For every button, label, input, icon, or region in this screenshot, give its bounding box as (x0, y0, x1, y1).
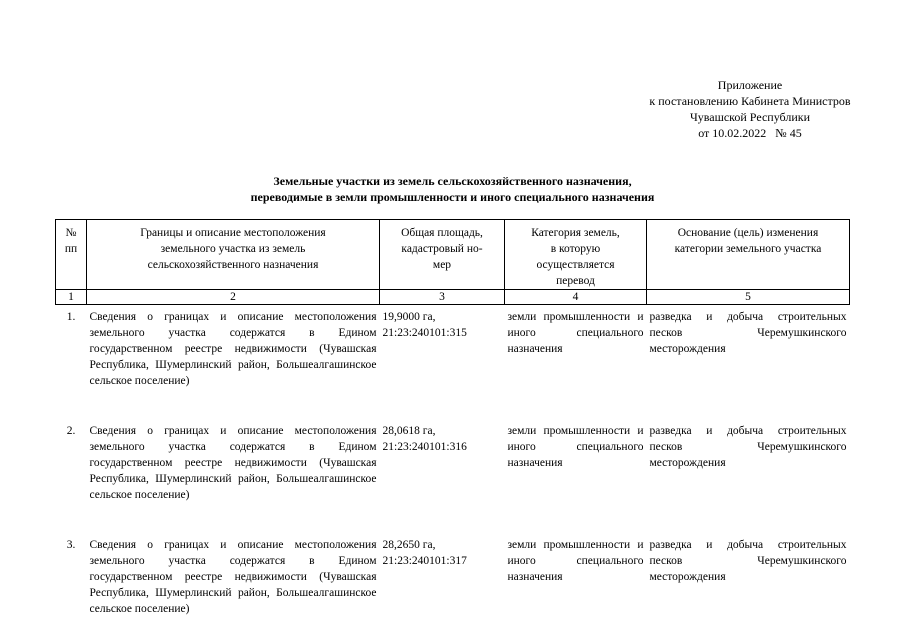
header-text: Границы и описание местоположения (140, 227, 326, 239)
row-description: Сведения о границах и описание местоположения земельного участка содержатся в Едином государственном реестре недвижимости (Чувашская Республика, Шумерлинский район, Большеалгашинское сельское поселение) (89, 539, 377, 615)
row-area (380, 419, 505, 533)
column-number: 3 (380, 290, 505, 305)
land-plots-table (55, 219, 850, 617)
column-number: 4 (505, 290, 647, 305)
document-title (0, 173, 905, 205)
column-number: 5 (647, 290, 850, 305)
appendix-line-3: Чувашской Республики (689, 110, 811, 124)
row-category: земли промышленности и иного специального назначения (507, 539, 644, 583)
header-cell-reason (647, 220, 850, 290)
header-text: № (65, 227, 77, 239)
appendix-line-2: к постановлению Кабинета Министров (649, 94, 851, 108)
row-number: 2. (66, 425, 76, 437)
appendix-line-1: Приложение (717, 78, 783, 92)
row-cadastral-number: 21:23:240101:316 (382, 441, 467, 453)
header-text: земельного участка из земель (160, 243, 306, 255)
header-text: кадастровый но- (401, 243, 483, 255)
header-text: осуществляется (536, 259, 615, 271)
appendix-line-4: от 10.02.2022 № 45 (698, 126, 802, 140)
header-text: категории земельного участка (674, 243, 822, 255)
row-area (380, 305, 505, 420)
table-row (56, 305, 850, 420)
row-category: земли промышленности и иного специального назначения (507, 425, 644, 469)
header-text: в которую (550, 243, 601, 255)
title-line-1: Земельные участки из земель сельскохозяйственного назначения, (273, 174, 632, 188)
table-header-row (56, 220, 850, 290)
row-area-value: 28,2650 га, (382, 539, 436, 551)
column-number-row (56, 290, 850, 305)
header-cell-description (87, 220, 380, 290)
row-description: Сведения о границах и описание местоположения земельного участка содержатся в Едином государственном реестре недвижимости (Чувашская Республика, Шумерлинский район, Большеалгашинское сельское поселение) (89, 311, 377, 387)
row-area (380, 533, 505, 617)
table-row (56, 533, 850, 617)
header-cell-category (505, 220, 647, 290)
column-number: 2 (87, 290, 380, 305)
row-cadastral-number: 21:23:240101:315 (382, 327, 467, 339)
table-row (56, 419, 850, 533)
header-text: Категория земель, (531, 227, 620, 239)
row-number: 3. (66, 539, 76, 551)
appendix-block (560, 77, 905, 141)
header-cell-num (56, 220, 87, 290)
row-number: 1. (66, 311, 76, 323)
column-number: 1 (56, 290, 87, 305)
row-area-value: 28,0618 га, (382, 425, 436, 437)
row-description: Сведения о границах и описание местоположения земельного участка содержатся в Едином государственном реестре недвижимости (Чувашская Республика, Шумерлинский район, Большеалгашинское сельское поселение) (89, 425, 377, 501)
row-category: земли промышленности и иного специального назначения (507, 311, 644, 355)
row-area-value: 19,9000 га, (382, 311, 436, 323)
header-text: перевод (556, 275, 595, 287)
row-reason: разведка и добыча строительных песков Черемушкинского месторождения (649, 425, 847, 469)
header-text: Общая площадь, (401, 227, 483, 239)
header-cell-area (380, 220, 505, 290)
row-cadastral-number: 21:23:240101:317 (382, 555, 467, 567)
header-text: Основание (цель) изменения (677, 227, 819, 239)
header-text: пп (64, 243, 78, 255)
row-reason: разведка и добыча строительных песков Черемушкинского месторождения (649, 311, 847, 355)
title-line-2: переводимые в земли промышленности и иного специального назначения (250, 190, 655, 204)
row-reason: разведка и добыча строительных песков Черемушкинского месторождения (649, 539, 847, 583)
header-text: сельскохозяйственного назначения (147, 259, 319, 271)
header-text: мер (432, 259, 452, 271)
